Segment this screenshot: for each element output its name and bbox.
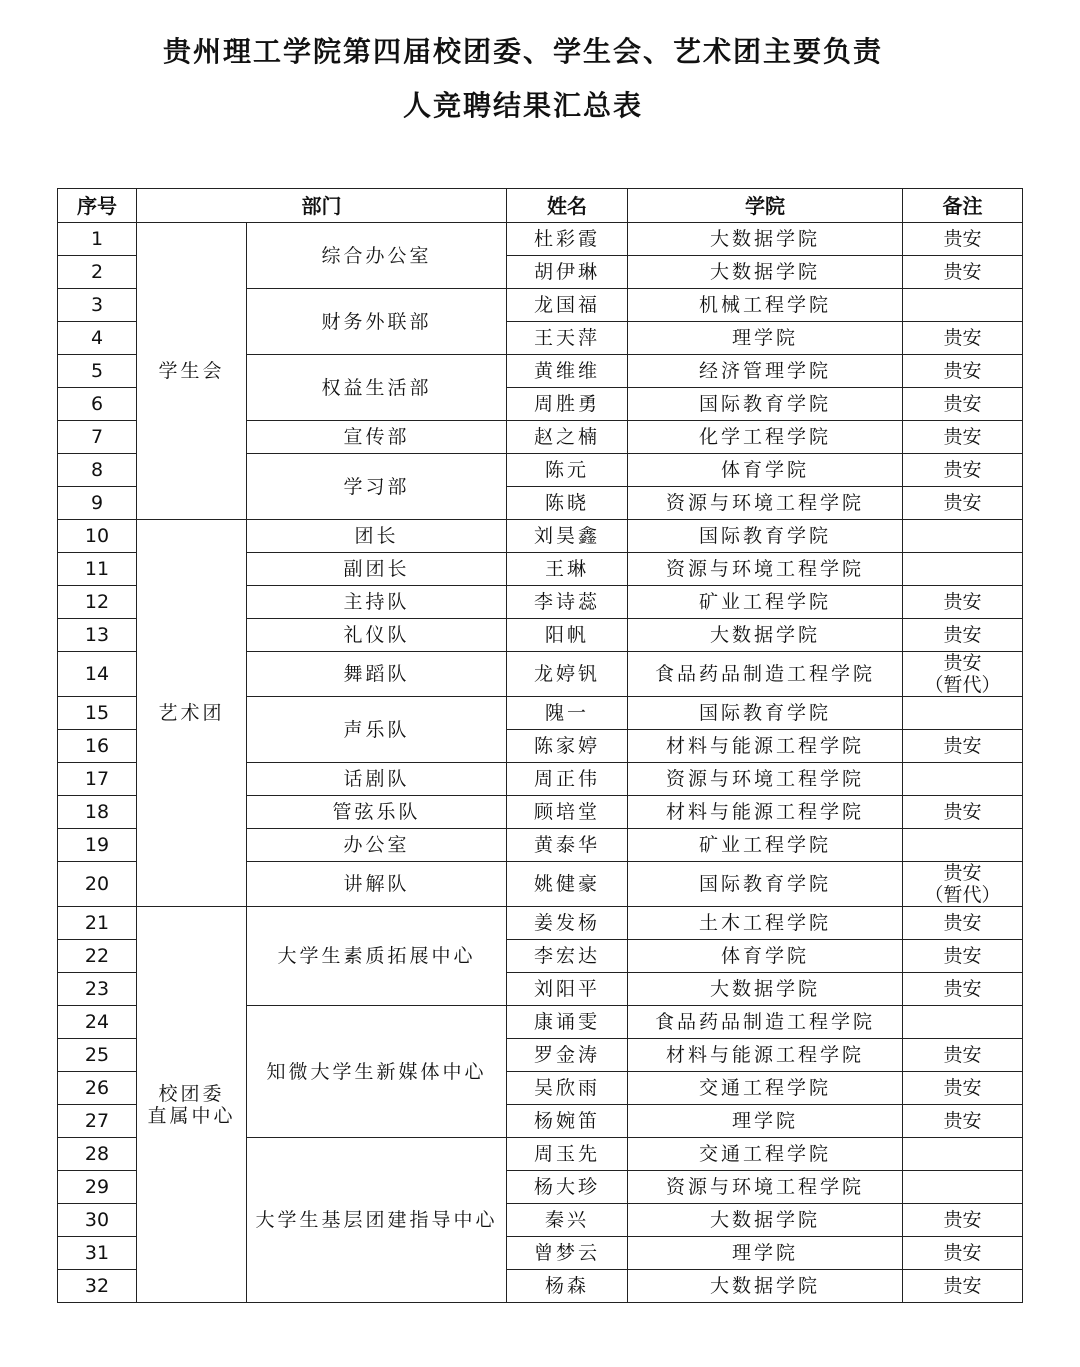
name-cell: 陈元	[507, 454, 628, 487]
college-cell: 化学工程学院	[628, 421, 903, 454]
remark-cell: 贵安	[903, 619, 1023, 652]
remark-cell	[903, 553, 1023, 586]
dept-cell: 权益生活部	[247, 355, 507, 421]
name-cell: 吴欣雨	[507, 1072, 628, 1105]
document-title-line-1: 贵州理工学院第四届校团委、学生会、艺术团主要负责	[162, 35, 883, 68]
name-cell: 黄泰华	[507, 829, 628, 862]
college-cell: 交通工程学院	[628, 1072, 903, 1105]
row-no: 9	[58, 487, 137, 520]
header-dept: 部门	[137, 189, 507, 223]
name-cell: 罗金涛	[507, 1039, 628, 1072]
college-cell: 食品药品制造工程学院	[628, 1006, 903, 1039]
remark-cell: 贵安	[903, 586, 1023, 619]
remark-cell: 贵安	[903, 730, 1023, 763]
name-cell: 周正伟	[507, 763, 628, 796]
row-no: 10	[58, 520, 137, 553]
row-no: 11	[58, 553, 137, 586]
name-cell: 阳帆	[507, 619, 628, 652]
college-cell: 大数据学院	[628, 256, 903, 289]
row-no: 28	[58, 1138, 137, 1171]
name-cell: 黄维维	[507, 355, 628, 388]
remark-cell	[903, 1171, 1023, 1204]
college-cell: 资源与环境工程学院	[628, 487, 903, 520]
dept-cell: 财务外联部	[247, 289, 507, 355]
college-cell: 材料与能源工程学院	[628, 1039, 903, 1072]
results-table	[57, 188, 1023, 1303]
name-cell: 姜发杨	[507, 907, 628, 940]
remark-cell: 贵安	[903, 256, 1023, 289]
dept-cell: 宣传部	[247, 421, 507, 454]
name-cell: 李诗蕊	[507, 586, 628, 619]
row-no: 29	[58, 1171, 137, 1204]
name-cell: 刘阳平	[507, 973, 628, 1006]
college-cell: 体育学院	[628, 940, 903, 973]
name-cell: 陈家婷	[507, 730, 628, 763]
row-no: 24	[58, 1006, 137, 1039]
row-no: 15	[58, 697, 137, 730]
header-no: 序号	[58, 189, 137, 223]
dept-cell: 礼仪队	[247, 619, 507, 652]
document-title-line-2: 人竞聘结果汇总表	[402, 89, 643, 122]
header-college: 学院	[628, 189, 903, 223]
name-cell: 顾培堂	[507, 796, 628, 829]
college-cell: 大数据学院	[628, 223, 903, 256]
remark-cell: 贵安	[903, 973, 1023, 1006]
row-no: 5	[58, 355, 137, 388]
row-no: 4	[58, 322, 137, 355]
remark-cell: 贵安 （暂代）	[903, 652, 1023, 697]
name-cell: 康诵雯	[507, 1006, 628, 1039]
remark-cell	[903, 697, 1023, 730]
remark-cell: 贵安	[903, 322, 1023, 355]
dept-cell: 知微大学生新媒体中心	[247, 1006, 507, 1138]
name-cell: 王天萍	[507, 322, 628, 355]
remark-cell: 贵安	[903, 1237, 1023, 1270]
remark-cell: 贵安	[903, 487, 1023, 520]
remark-cell: 贵安	[903, 388, 1023, 421]
row-no: 18	[58, 796, 137, 829]
remark-cell: 贵安	[903, 907, 1023, 940]
college-cell: 材料与能源工程学院	[628, 796, 903, 829]
name-cell: 陈晓	[507, 487, 628, 520]
college-cell: 理学院	[628, 1237, 903, 1270]
dept-cell: 舞蹈队	[247, 652, 507, 697]
remark-cell: 贵安	[903, 1105, 1023, 1138]
row-no: 20	[58, 862, 137, 907]
group-cell: 艺术团	[137, 520, 247, 907]
remark-cell: 贵安	[903, 454, 1023, 487]
college-cell: 国际教育学院	[628, 520, 903, 553]
row-no: 6	[58, 388, 137, 421]
group-cell: 学生会	[137, 223, 247, 520]
name-cell: 曾梦云	[507, 1237, 628, 1270]
dept-cell: 大学生基层团建指导中心	[247, 1138, 507, 1303]
college-cell: 体育学院	[628, 454, 903, 487]
college-cell: 国际教育学院	[628, 862, 903, 907]
name-cell: 杨森	[507, 1270, 628, 1303]
row-no: 2	[58, 256, 137, 289]
name-cell: 杜彩霞	[507, 223, 628, 256]
remark-cell: 贵安 （暂代）	[903, 862, 1023, 907]
remark-cell	[903, 763, 1023, 796]
row-no: 1	[58, 223, 137, 256]
row-no: 31	[58, 1237, 137, 1270]
row-no: 16	[58, 730, 137, 763]
college-cell: 大数据学院	[628, 1270, 903, 1303]
row-no: 22	[58, 940, 137, 973]
table-row	[58, 520, 1023, 553]
dept-cell: 讲解队	[247, 862, 507, 907]
row-no: 17	[58, 763, 137, 796]
remark-cell	[903, 829, 1023, 862]
remark-cell: 贵安	[903, 940, 1023, 973]
name-cell: 龙国福	[507, 289, 628, 322]
college-cell: 土木工程学院	[628, 907, 903, 940]
college-cell: 大数据学院	[628, 973, 903, 1006]
name-cell: 龙婷钒	[507, 652, 628, 697]
dept-cell: 主持队	[247, 586, 507, 619]
row-no: 27	[58, 1105, 137, 1138]
name-cell: 周玉先	[507, 1138, 628, 1171]
name-cell: 胡伊琳	[507, 256, 628, 289]
dept-cell: 大学生素质拓展中心	[247, 907, 507, 1006]
remark-cell: 贵安	[903, 1072, 1023, 1105]
name-cell: 杨婉笛	[507, 1105, 628, 1138]
college-cell: 大数据学院	[628, 619, 903, 652]
name-cell: 秦兴	[507, 1204, 628, 1237]
row-no: 7	[58, 421, 137, 454]
remark-cell: 贵安	[903, 223, 1023, 256]
row-no: 21	[58, 907, 137, 940]
college-cell: 理学院	[628, 322, 903, 355]
row-no: 14	[58, 652, 137, 697]
college-cell: 资源与环境工程学院	[628, 1171, 903, 1204]
header-name: 姓名	[507, 189, 628, 223]
dept-cell: 学习部	[247, 454, 507, 520]
name-cell: 王琳	[507, 553, 628, 586]
row-no: 30	[58, 1204, 137, 1237]
dept-cell: 管弦乐队	[247, 796, 507, 829]
dept-cell: 办公室	[247, 829, 507, 862]
remark-cell: 贵安	[903, 1270, 1023, 1303]
name-cell: 隗一	[507, 697, 628, 730]
college-cell: 资源与环境工程学院	[628, 763, 903, 796]
row-no: 23	[58, 973, 137, 1006]
college-cell: 大数据学院	[628, 1204, 903, 1237]
college-cell: 资源与环境工程学院	[628, 553, 903, 586]
name-cell: 周胜勇	[507, 388, 628, 421]
header-row	[58, 189, 1023, 223]
remark-cell	[903, 520, 1023, 553]
college-cell: 国际教育学院	[628, 388, 903, 421]
college-cell: 经济管理学院	[628, 355, 903, 388]
dept-cell: 综合办公室	[247, 223, 507, 289]
row-no: 26	[58, 1072, 137, 1105]
college-cell: 国际教育学院	[628, 697, 903, 730]
remark-cell	[903, 1138, 1023, 1171]
name-cell: 李宏达	[507, 940, 628, 973]
dept-cell: 话剧队	[247, 763, 507, 796]
name-cell: 刘昊鑫	[507, 520, 628, 553]
row-no: 13	[58, 619, 137, 652]
row-no: 12	[58, 586, 137, 619]
group-cell: 校团委 直属中心	[137, 907, 247, 1303]
name-cell: 杨大珍	[507, 1171, 628, 1204]
table-row	[58, 907, 1023, 940]
college-cell: 理学院	[628, 1105, 903, 1138]
college-cell: 食品药品制造工程学院	[628, 652, 903, 697]
table-row	[58, 223, 1023, 256]
remark-cell: 贵安	[903, 796, 1023, 829]
remark-cell: 贵安	[903, 355, 1023, 388]
college-cell: 机械工程学院	[628, 289, 903, 322]
remark-cell: 贵安	[903, 421, 1023, 454]
row-no: 3	[58, 289, 137, 322]
dept-cell: 团长	[247, 520, 507, 553]
college-cell: 矿业工程学院	[628, 586, 903, 619]
remark-cell: 贵安	[903, 1039, 1023, 1072]
header-remark: 备注	[903, 189, 1023, 223]
college-cell: 交通工程学院	[628, 1138, 903, 1171]
college-cell: 矿业工程学院	[628, 829, 903, 862]
remark-cell: 贵安	[903, 1204, 1023, 1237]
dept-cell: 副团长	[247, 553, 507, 586]
row-no: 25	[58, 1039, 137, 1072]
name-cell: 姚健豪	[507, 862, 628, 907]
dept-cell: 声乐队	[247, 697, 507, 763]
remark-cell	[903, 1006, 1023, 1039]
name-cell: 赵之楠	[507, 421, 628, 454]
row-no: 32	[58, 1270, 137, 1303]
row-no: 19	[58, 829, 137, 862]
row-no: 8	[58, 454, 137, 487]
college-cell: 材料与能源工程学院	[628, 730, 903, 763]
remark-cell	[903, 289, 1023, 322]
